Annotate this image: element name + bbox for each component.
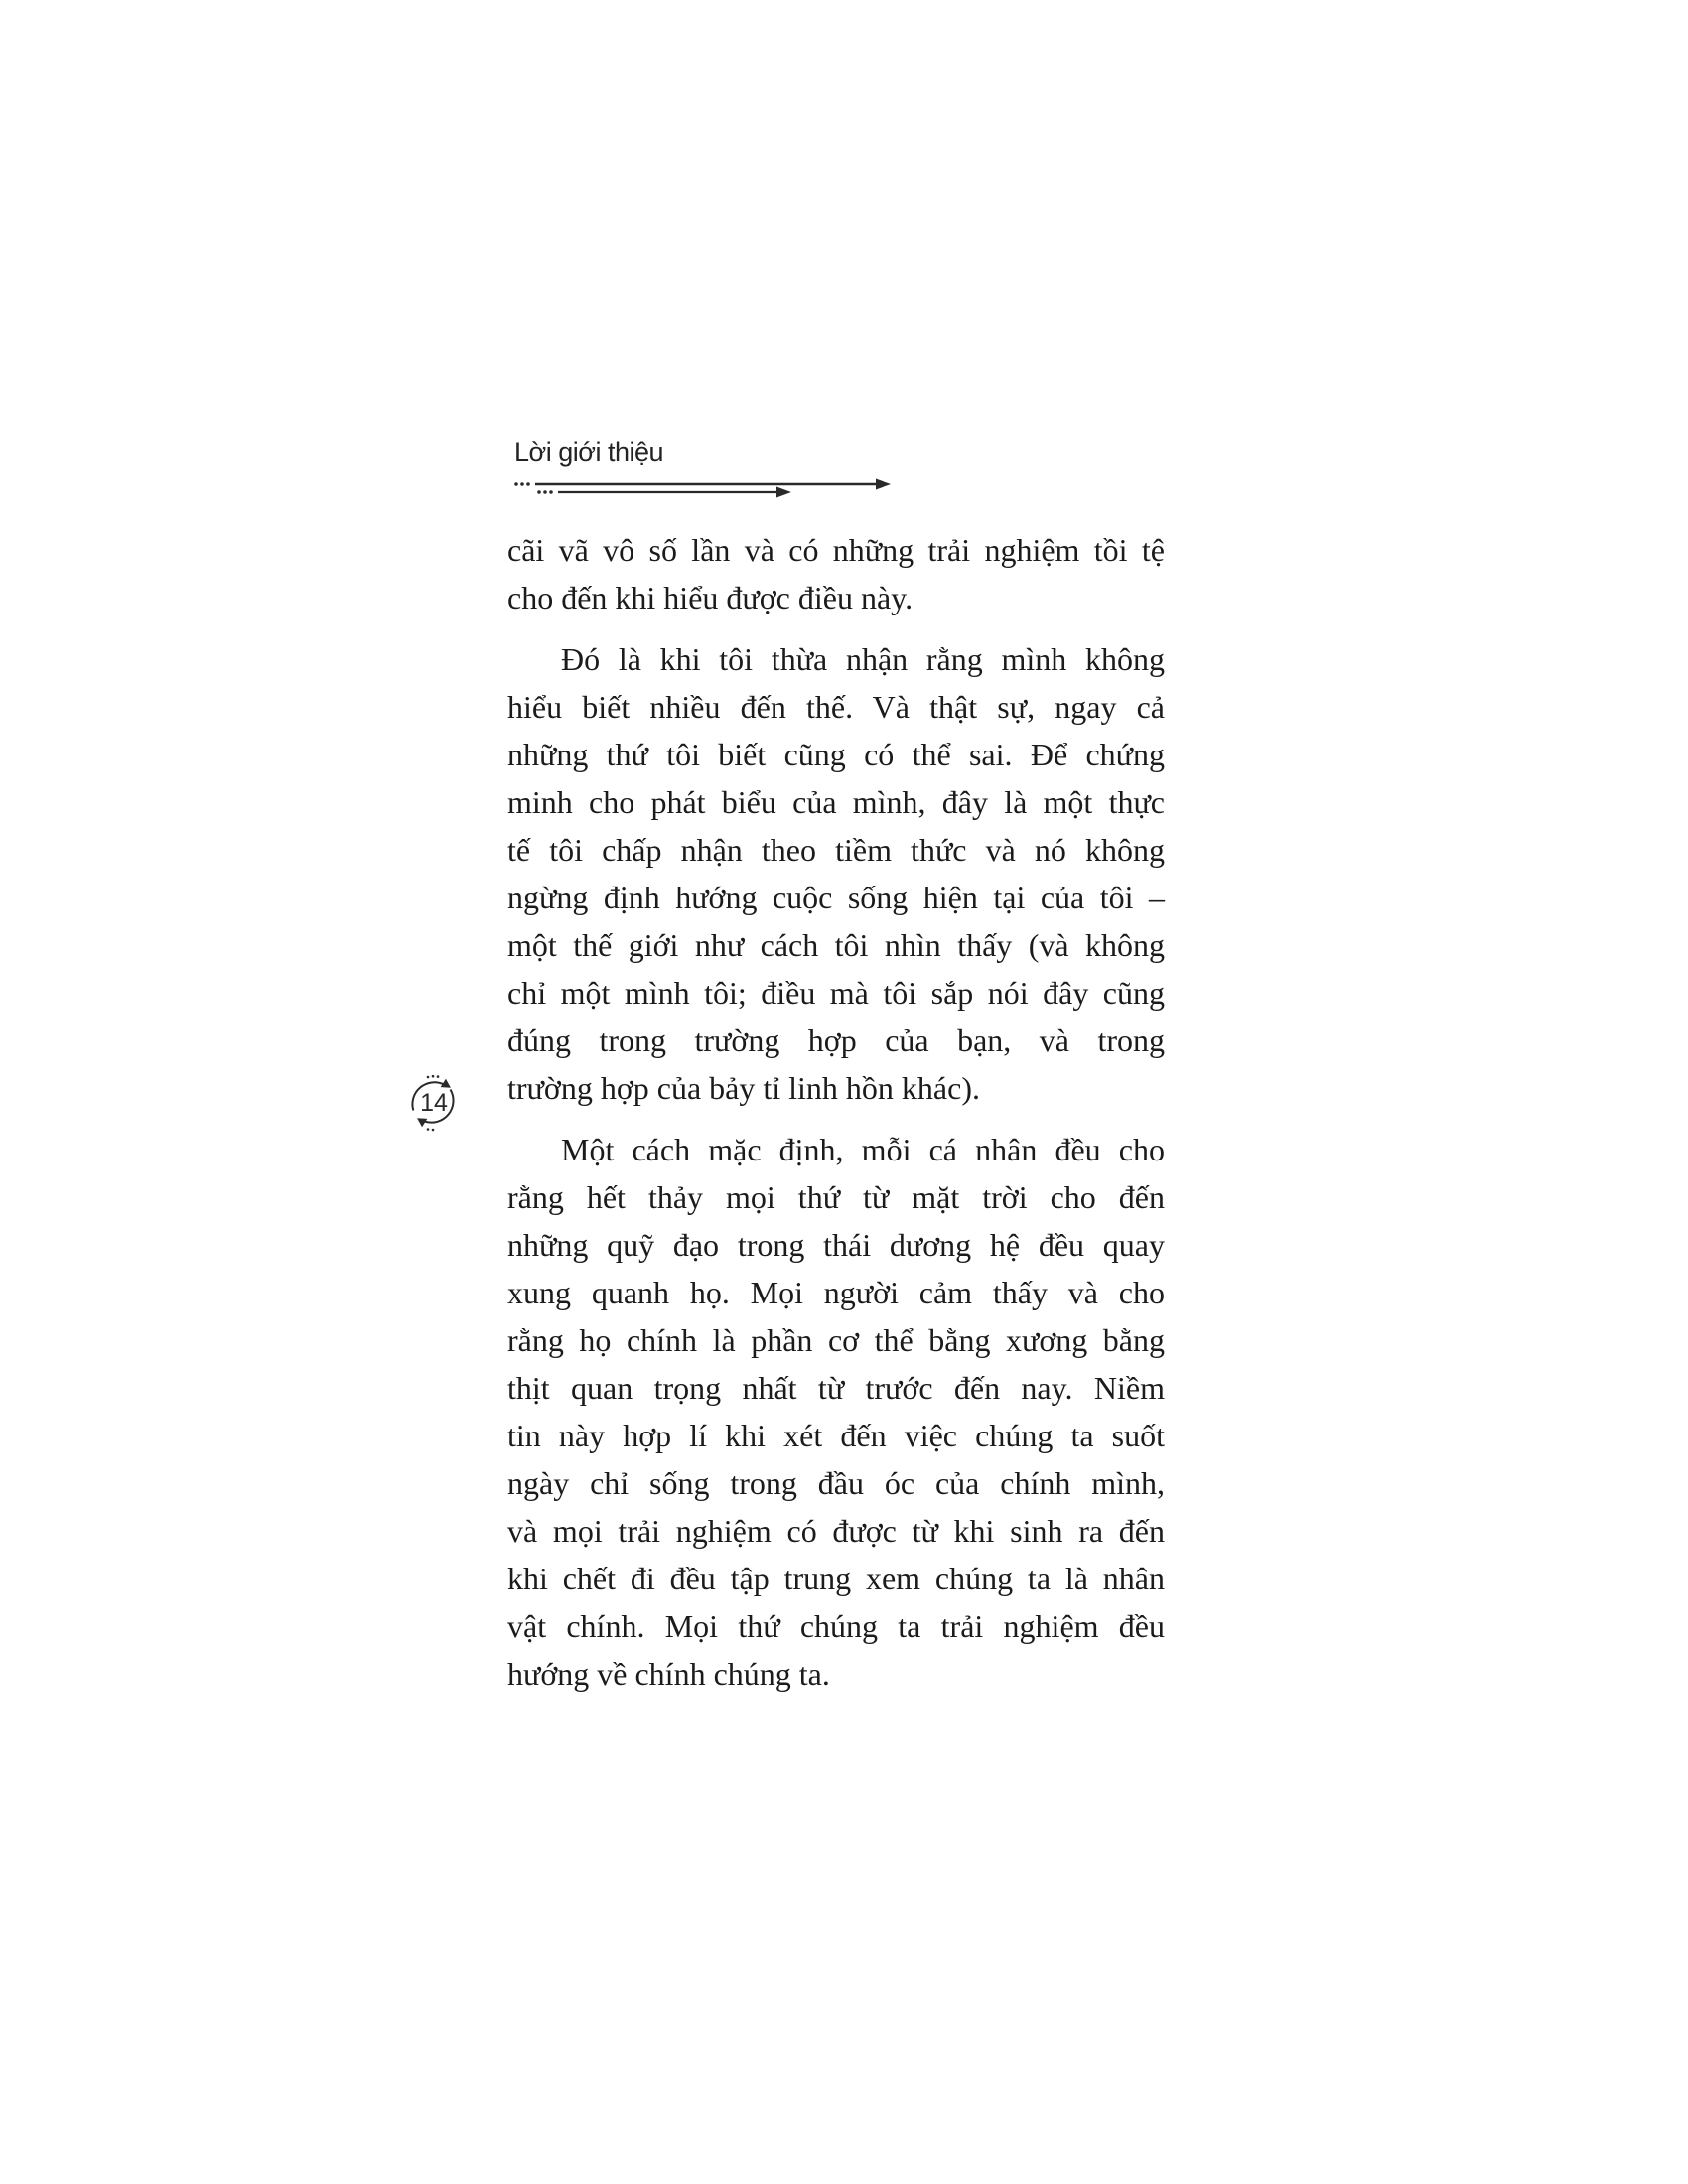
- text-line: cãi vã vô số lần và có những trải nghiệm tồi tệ: [507, 532, 1165, 568]
- page-number-badge: [404, 1073, 464, 1133]
- text-line: Đó là khi tôi thừa nhận rằng mình không: [561, 641, 1165, 677]
- paragraph: [507, 1126, 1165, 1698]
- text-line: chỉ một mình tôi; điều mà tôi sắp nói đây cũng: [507, 975, 1165, 1011]
- text-line: ngừng định hướng cuộc sống hiện tại của tôi –: [507, 880, 1165, 915]
- text-line: minh cho phát biểu của mình, đây là một thực: [507, 784, 1165, 820]
- text-line: xung quanh họ. Mọi người cảm thấy và cho: [507, 1275, 1165, 1310]
- text-line: những quỹ đạo trong thái dương hệ đều quay: [507, 1227, 1165, 1263]
- chapter-title: Lời giới thiệu: [514, 437, 663, 467]
- text-line: vật chính. Mọi thứ chúng ta trải nghiệm đều: [507, 1608, 1165, 1644]
- text-line: đúng trong trường hợp của bạn, và trong: [507, 1023, 1165, 1058]
- text-line: hiểu biết nhiều đến thế. Và thật sự, ngay cả: [507, 689, 1165, 725]
- text-line: trường hợp của bảy tỉ linh hồn khác).: [507, 1070, 980, 1106]
- text-line: tế tôi chấp nhận theo tiềm thức và nó không: [507, 832, 1165, 868]
- text-line: và mọi trải nghiệm có được từ khi sinh ra đến: [507, 1513, 1165, 1549]
- paragraph: [507, 526, 1165, 621]
- text-line: khi chết đi đều tập trung xem chúng ta là nhân: [507, 1561, 1165, 1596]
- text-line: ngày chỉ sống trong đầu óc của chính mình,: [507, 1465, 1165, 1501]
- text-line: tin này hợp lí khi xét đến việc chúng ta suốt: [507, 1418, 1165, 1453]
- paragraph: [507, 635, 1165, 1112]
- text-line: những thứ tôi biết cũng có thể sai. Để chứng: [507, 737, 1165, 772]
- text-line: rằng hết thảy mọi thứ từ mặt trời cho đến: [507, 1179, 1165, 1215]
- text-line: hướng về chính chúng ta.: [507, 1656, 830, 1692]
- double-arrow-right-icon: [512, 477, 902, 500]
- body-text: [507, 526, 1165, 1711]
- text-line: rằng họ chính là phần cơ thể bằng xương bằng: [507, 1322, 1165, 1358]
- text-line: cho đến khi hiểu được điều này.: [507, 580, 914, 615]
- text-line: Một cách mặc định, mỗi cá nhân đều cho: [561, 1132, 1165, 1167]
- page-number: 14: [420, 1089, 448, 1117]
- text-line: thịt quan trọng nhất từ trước đến nay. Niềm: [507, 1370, 1165, 1406]
- text-line: một thế giới như cách tôi nhìn thấy (và không: [507, 927, 1165, 963]
